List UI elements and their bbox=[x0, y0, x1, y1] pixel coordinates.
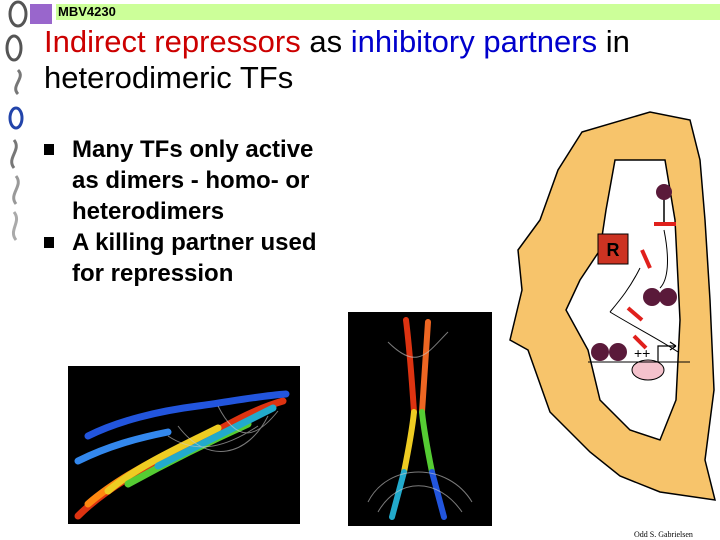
cell-repression-diagram bbox=[500, 100, 720, 530]
dimer-subunit bbox=[643, 288, 661, 306]
chain-decoration bbox=[0, 0, 40, 260]
header-accent-block bbox=[30, 4, 52, 24]
dimer-subunit bbox=[609, 343, 627, 361]
protein-structure-image-right bbox=[348, 312, 492, 526]
promoter-complex bbox=[632, 360, 664, 380]
bullet-item bbox=[44, 227, 344, 289]
title-part-blue: inhibitory partners bbox=[350, 24, 598, 59]
course-code-label: MBV4230 bbox=[56, 4, 720, 20]
repressor-label: R bbox=[606, 240, 620, 260]
author-credit: Odd S. Gabrielsen bbox=[634, 530, 693, 539]
bullet-text: A killing partner used for repression bbox=[72, 229, 317, 287]
plus-label: ++ bbox=[634, 345, 651, 361]
bullet-list bbox=[44, 134, 344, 289]
dimer-subunit bbox=[659, 288, 677, 306]
protein-structure-image-left bbox=[68, 366, 300, 524]
dimer-subunit bbox=[591, 343, 609, 361]
dimer-subunit bbox=[656, 184, 672, 200]
square-bullet-icon bbox=[44, 144, 54, 155]
bullet-text: Many TFs only active as dimers - homo- or heterodimers bbox=[72, 136, 314, 225]
square-bullet-icon bbox=[44, 237, 54, 248]
title-part-rest: in heterodimeric TFs bbox=[44, 24, 630, 95]
title-part-red: Indirect repressors bbox=[44, 24, 301, 59]
slide-title bbox=[44, 24, 644, 96]
title-part-connector: as bbox=[300, 24, 351, 59]
bullet-item bbox=[44, 134, 344, 227]
